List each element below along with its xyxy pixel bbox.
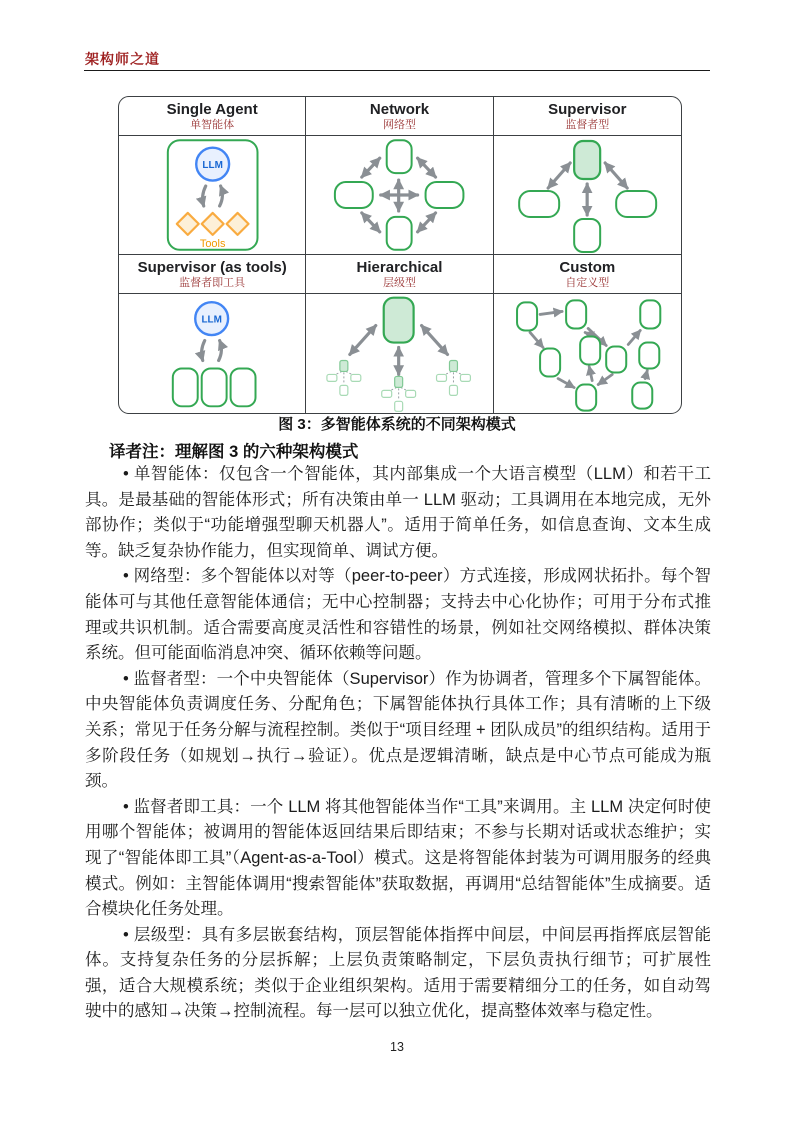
llm-node-icon	[195, 302, 228, 335]
tools-icon	[177, 213, 249, 235]
panel-hierarchical-body	[306, 294, 492, 413]
panel-title: Hierarchical	[356, 259, 443, 276]
custom-diagram	[494, 294, 681, 413]
paragraph-hierarchical: • 层级型：具有多层嵌套结构，顶层智能体指挥中间层，中间层再指挥底层智能体。支持复杂任务的分层拆解；上层负责策略制定，下层负责执行细节；可扩展性强，适合大规模系统；类似于企业组织架构。适用于需要精细分工的任务，如自动驾驶中的感知→决策→控制流程。每一层可以独立优化，提高整体效率与稳定性。	[85, 925, 711, 1021]
mini-tree-middle	[382, 376, 416, 411]
panel-subtitle: 自定义型	[565, 277, 610, 289]
hierarchical-diagram	[306, 294, 492, 413]
agent-tool-nodes	[173, 368, 256, 406]
tools-label: Tools	[199, 237, 226, 250]
panel-title: Network	[369, 101, 430, 118]
panel-title: Supervisor (as tools)	[137, 259, 287, 276]
panel-supervisor-body	[494, 136, 681, 254]
body-text	[85, 462, 711, 1025]
llm-node-icon	[196, 148, 229, 181]
panel-network-header	[306, 97, 492, 136]
network-diagram	[306, 136, 492, 254]
panel-custom	[494, 255, 681, 413]
supervisor-as-tools-diagram	[119, 294, 305, 413]
panel-subtitle: 单智能体	[190, 119, 235, 131]
svg-text:LLM: LLM	[201, 314, 222, 326]
panel-hierarchical	[306, 255, 493, 413]
mini-tree-right	[437, 360, 471, 395]
figure-caption: 图 3：多智能体系统的不同架构模式	[278, 416, 516, 433]
panel-supervisor-as-tools	[119, 255, 306, 413]
paragraph-network: • 网络型：多个智能体以对等（peer-to-peer）方式连接，形成网状拓扑。每个智能体可与其他任意智能体通信；无中心控制器；支持去中心化协作；可用于分布式推理或共识机制。适合需要高度灵活性和容错性的场景，例如社交网络模拟、群体决策系统。但可能面临消息冲突、循环依赖等问题。	[85, 567, 711, 663]
panel-title: Single Agent	[166, 101, 258, 118]
top-supervisor-node	[384, 298, 414, 343]
panel-title: Custom	[559, 259, 616, 276]
panel-subtitle: 层级型	[382, 277, 416, 289]
panel-supervisor	[494, 97, 681, 255]
panel-subtitle: 监督者型	[565, 119, 610, 131]
panel-custom-header	[494, 255, 681, 294]
custom-agent-nodes	[517, 300, 660, 410]
supervisor-node	[574, 141, 600, 179]
panel-custom-body	[494, 294, 681, 413]
figure-3-architecture-grid	[118, 96, 682, 414]
translator-note-heading: 译者注：理解图 3 的六种架构模式	[109, 443, 359, 461]
panel-single-agent-header	[119, 97, 305, 136]
panel-network-body	[306, 136, 492, 254]
svg-text:LLM: LLM	[202, 160, 223, 172]
page-number: 13	[390, 1040, 404, 1054]
llm-agent-arrows	[202, 341, 222, 361]
page-header-title: 架构师之道	[85, 51, 160, 67]
paragraph-supervisor: • 监督者型：一个中央智能体（Supervisor）作为协调者，管理多个下属智能体。中央智能体负责调度任务、分配角色；下属智能体执行具体工作；具有清晰的上下级关系；常见于任务分解与流程控制。类似于“项目经理 + 团队成员”的组织结构。适用于多阶段任务（如规划→执行→验证）。优点是逻辑清晰，缺点是中心节点可能成为瓶颈。	[85, 669, 711, 791]
panel-hierarchical-header	[306, 255, 492, 294]
panel-network	[306, 97, 493, 255]
panel-supervisor-header	[494, 97, 681, 136]
single-agent-diagram	[119, 136, 305, 254]
header-rule	[84, 70, 710, 71]
panel-title: Supervisor	[548, 101, 627, 118]
mini-tree-left	[327, 360, 361, 395]
panel-single-agent-body	[119, 136, 305, 254]
panel-subtitle: 网络型	[382, 119, 416, 131]
paragraph-supervisor-as-tools: • 监督者即工具：一个 LLM 将其他智能体当作“工具”来调用。主 LLM 决定何时使用哪个智能体；被调用的智能体返回结果后即结束；不参与长期对话或状态维护；实现了“智能体即工具”（Agent-as-a-Tool）模式。这是将智能体封装为可调用服务的经典模式。例如：主智能体调用“搜索智能体”获取数据，再调用“总结智能体”生成摘要。适合模块化任务处理。	[85, 797, 711, 919]
supervisor-diagram	[494, 136, 681, 254]
panel-supervisor-as-tools-header	[119, 255, 305, 294]
panel-supervisor-as-tools-body	[119, 294, 305, 413]
paragraph-single-agent: • 单智能体：仅包含一个智能体，其内部集成一个大语言模型（LLM）和若干工具。是最基础的智能体形式；所有决策由单一 LLM 驱动；工具调用在本地完成，无外部协作；类似于“功能增强型聊天机器人”。适用于简单任务，如信息查询、文本生成等。缺乏复杂协作能力，但实现简单、调试方便。	[85, 465, 711, 560]
panel-single-agent	[119, 97, 306, 255]
panel-subtitle: 监督者即工具	[179, 277, 246, 289]
